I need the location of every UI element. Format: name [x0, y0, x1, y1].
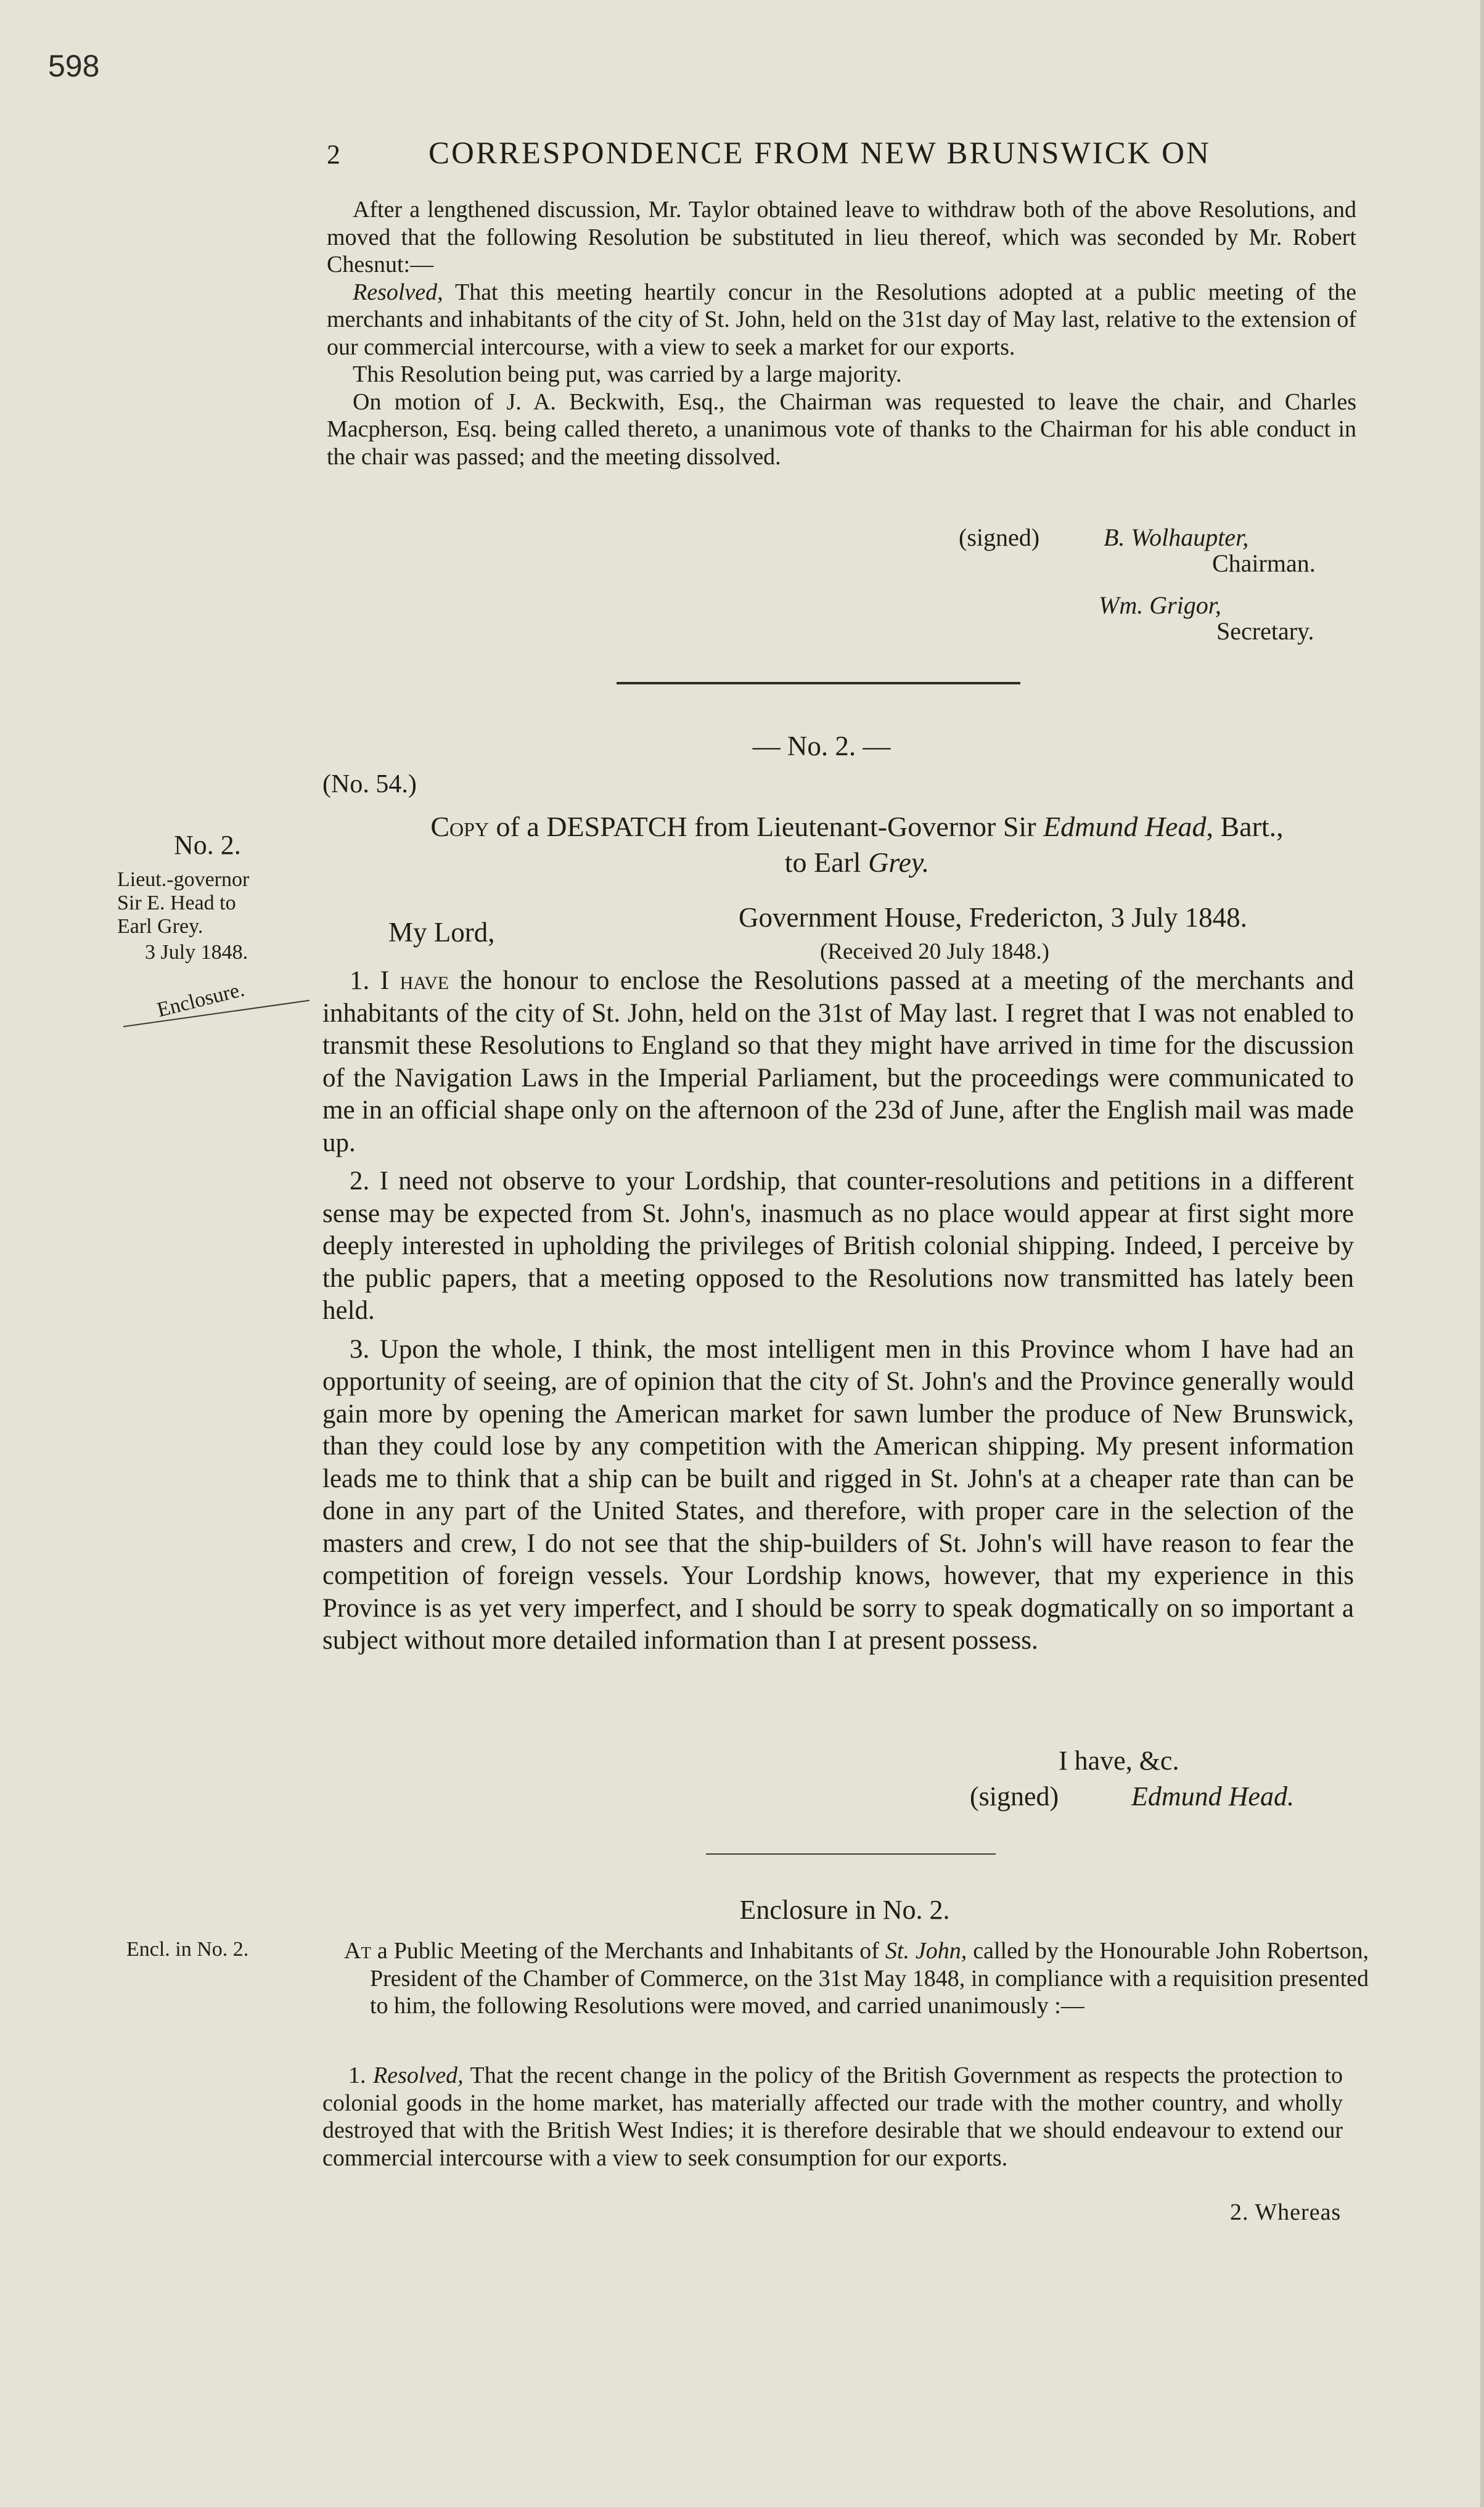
despatch-heading: — No. 2. —: [752, 731, 891, 761]
resolved-lead: Resolved,: [353, 279, 443, 305]
catchword: 2. Whereas: [1230, 2199, 1342, 2225]
enclosure-intro: At a Public Meeting of the Merchants and Inhabitants of St. John, called by the Honourable John Robertson, President of the Chamber of Commerce, on the 31st May 1848, in compliance with a requisition presented to him, the following Resolutions were moved, and carried unanimously :—: [344, 1938, 1369, 2019]
running-head-title: CORRESPONDENCE FROM NEW BRUNSWICK ON: [428, 136, 1211, 171]
top-section: [327, 196, 1356, 470]
running-head-page: 2: [327, 139, 342, 170]
despatch-title: Copy of a DESPATCH from Lieutenant-Governor Sir Edmund Head, Bart., to Earl Grey.: [430, 811, 1284, 878]
despatch-number: (No. 54.): [322, 770, 417, 798]
enclosure-heading: Enclosure in No. 2.: [739, 1895, 950, 1925]
top-paragraph-2: [327, 279, 1356, 361]
top-paragraph-4: On motion of J. A. Beckwith, Esq., the Chairman was requested to leave the chair, and Charles Macpherson, Esq. being called thereto, a unanimous vote of thanks to the Chairman for his able conduct in the chair was passed; and the meeting dissolved.: [327, 388, 1356, 470]
enclosure-divider: [706, 1853, 996, 1855]
despatch-paragraph-2: 2. I need not observe to your Lordship, that counter-resolutions and petitions in a different sense may be expected from St. John's, inasmuch as no place would appear at first sight more deeply interested in upholding the privileges of British colonial shipping. Indeed, I perceive by the public papers, that a meeting opposed to the Resolutions now transmitted has lately been held.: [322, 1167, 1354, 1325]
place-date: Government House, Fredericton, 3 July 1848.: [739, 902, 1247, 933]
enclosure-resolution-1: 1. Resolved, That the recent change in the policy of the British Government as respects the protection to colonial goods in the home market, has materially affected our trade with the mother country, and wholly destroyed that with the British West Indies; it is therefore desirable that we should endeavour to extend our commercial intercourse with a view to seek consumption for our exports.: [322, 2062, 1343, 2171]
chairman-name: B. Wolhaupter,: [1104, 523, 1249, 551]
despatch-paragraph-3: 3. Upon the whole, I think, the most intelligent men in this Province whom I have had an opportunity of seeing, are of opinion that the city of St. John's and the Province generally would gain more by opening the American market for sawn lumber the produce of New Brunswick, than they could lose by any competition with the American shipping. My present information leads me to think that a ship can be built and rigged in St. John's at a cheaper rate than can be done in any part of the United States, and therefore, with proper care in the selection of the masters and crew, I do not see that the ship-builders of St. John's will have reason to fear the competition of foreign vessels. Your Lordship knows, however, that my experience in this Province is as yet very imperfect, and I should be sorry to speak dogmatically on so important a subject without more detailed information than I at present possess.: [322, 1334, 1354, 1655]
despatch-body: [322, 965, 1354, 1664]
signed-label-top: (signed): [959, 523, 1040, 551]
salutation: My Lord,: [388, 917, 495, 948]
secretary-name: Wm. Grigor,: [1099, 591, 1221, 619]
despatch-signer: Edmund Head.: [1131, 1781, 1294, 1812]
margin-line-2: Sir E. Head to: [117, 892, 236, 914]
margin-enclosure: Enclosure.: [155, 978, 247, 1022]
margin-line-1: Lieut.-governor: [117, 868, 250, 891]
running-head: [327, 136, 1211, 171]
signed-label-despatch: (signed): [970, 1781, 1059, 1812]
margin-date: 3 July 1848.: [145, 941, 248, 964]
section-divider: [617, 682, 1020, 684]
despatch-paragraph-1: 1. I have the honour to enclose the Resolutions passed at a meeting of the merchants and inhabitants of the city of St. John, held on the 31st of May last. I regret that I was not enabled to transmit these Resolutions to England so that they might have arrived in time for the discussion of the Navigation Laws in the Imperial Parliament, but the proceedings were communicated to me in an official shape only on the afternoon of the 23d of June, after the English mail was made up.: [322, 966, 1355, 1157]
closing: I have, &c.: [1059, 1746, 1179, 1776]
secretary-title: Secretary.: [1216, 617, 1314, 645]
received-date: (Received 20 July 1848.): [820, 939, 1049, 964]
folio-number: 598: [48, 49, 100, 83]
chairman-title: Chairman.: [1212, 549, 1316, 577]
top-paragraph-3: This Resolution being put, was carried by a large majority.: [353, 361, 902, 387]
resolved-text: That this meeting heartily concur in the Resolutions adopted at a public meeting of the merchants and inhabitants of the city of St. John, held on the 31st day of May last, relative to the extension of our commercial intercourse, with a view to seek a market for our exports.: [327, 279, 1356, 360]
margin-no: No. 2.: [174, 830, 241, 860]
margin-encl-note: Encl. in No. 2.: [126, 1938, 249, 1961]
top-paragraph-1: After a lengthened discussion, Mr. Taylor obtained leave to withdraw both of the above Resolutions, and moved that the following Resolution be substituted in lieu thereof, which was seconded by Mr. Robert Chesnut:—: [327, 197, 1356, 277]
page-edge-shadow: [1480, 0, 1484, 2507]
margin-line-3: Earl Grey.: [117, 915, 203, 938]
